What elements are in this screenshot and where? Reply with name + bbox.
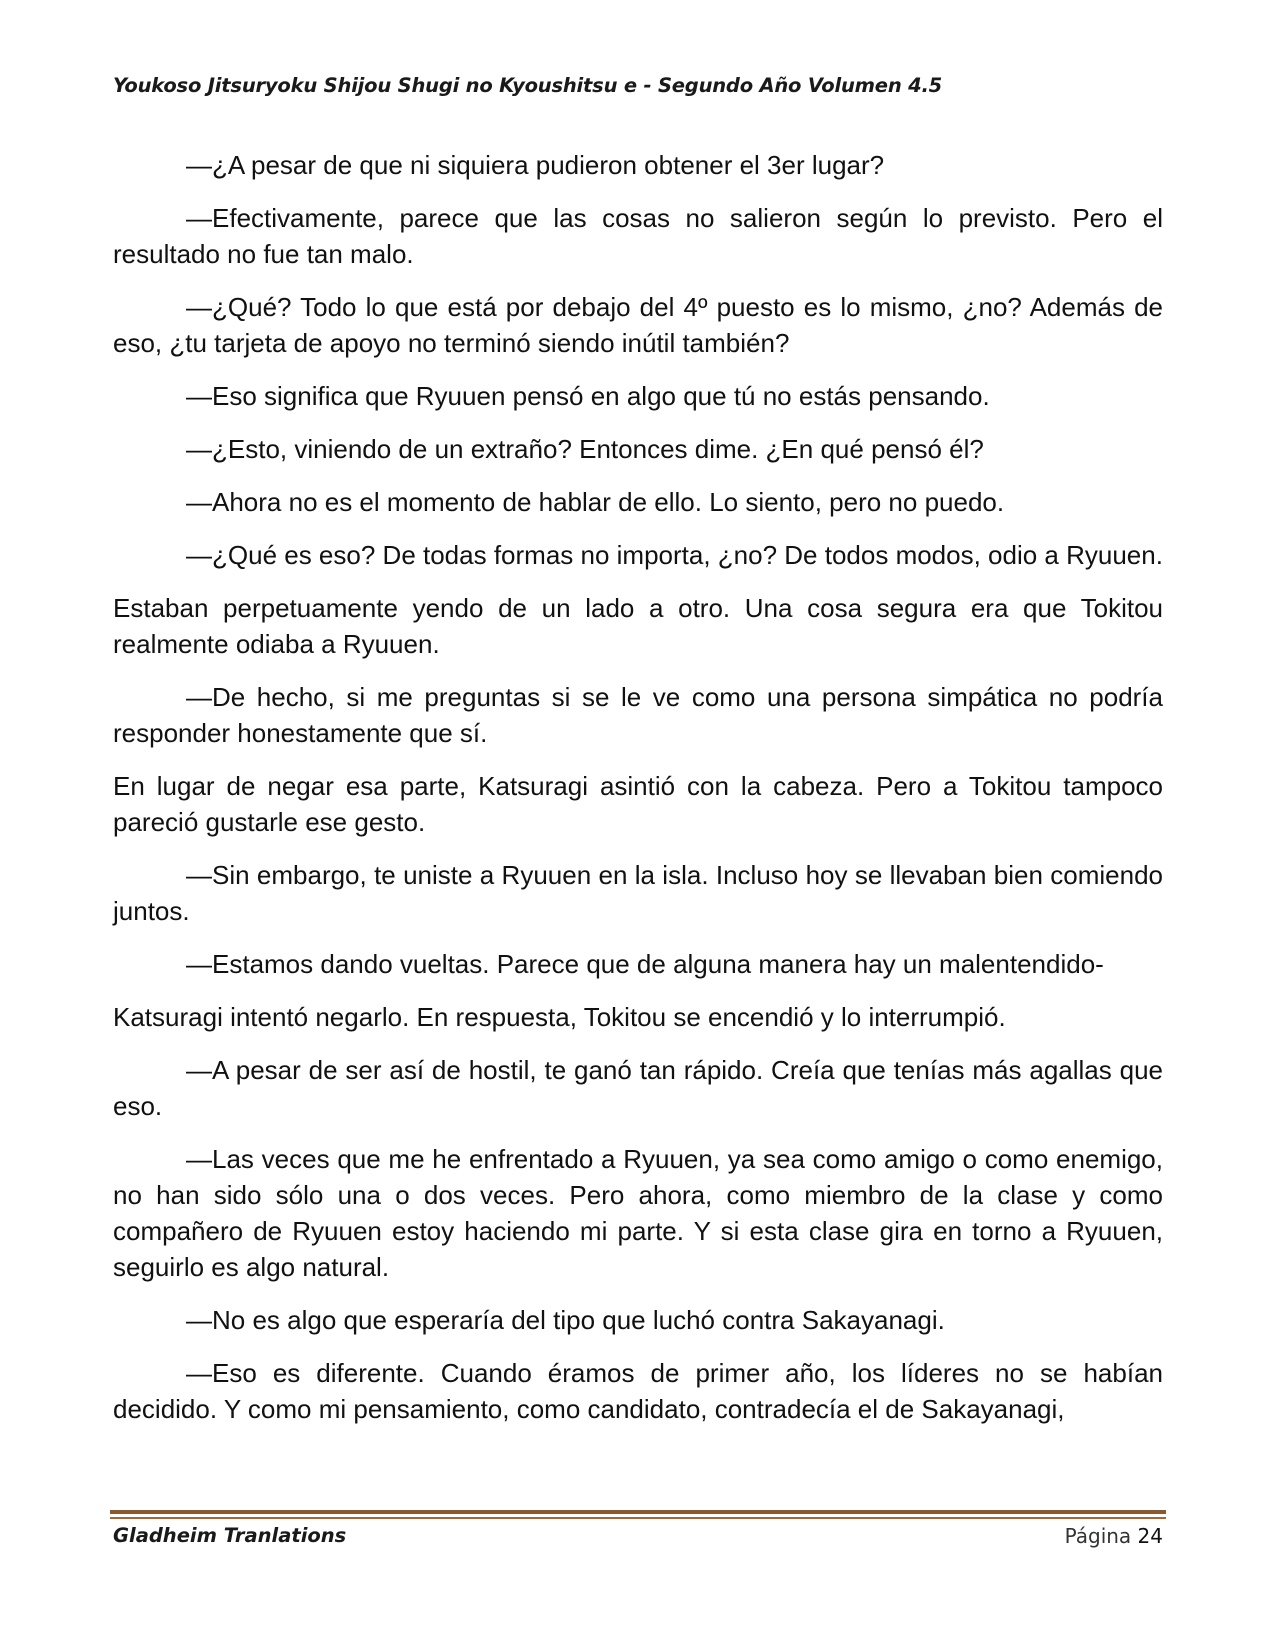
paragraph: —Eso es diferente. Cuando éramos de primer año, los líderes no se habían decidido. Y como mi pensamiento, como candidato, contradecía el de Sakayanagi,: [113, 1358, 1163, 1424]
narration-paragraph: Katsuragi intentó negarlo. En respuesta, Tokitou se encendió y lo interrumpió.: [113, 1002, 1006, 1032]
paragraph: —Las veces que me he enfrentado a Ryuuen, ya sea como amigo o como enemigo, no han sido sólo una o dos veces. Pero ahora, como miembro de la clase y como compañero de Ryuuen estoy haciendo mi parte. Y si esta clase gira en torno a Ryuuen, seguirlo es algo natural.: [113, 1144, 1163, 1282]
footer-divider-thick: [110, 1510, 1166, 1514]
paragraph: —Ahora no es el momento de hablar de ello. Lo siento, pero no puedo.: [186, 487, 1005, 517]
page-number: 24: [1137, 1524, 1163, 1548]
paragraph: —¿Esto, viniendo de un extraño? Entonces dime. ¿En qué pensó él?: [186, 434, 984, 464]
paragraph: —Eso significa que Ryuuen pensó en algo que tú no estás pensando.: [186, 381, 990, 411]
paragraph: —A pesar de ser así de hostil, te ganó tan rápido. Creía que tenías más agallas que eso.: [113, 1055, 1163, 1121]
narration-paragraph: Estaban perpetuamente yendo de un lado a otro. Una cosa segura era que Tokitou realmente odiaba a Ryuuen.: [113, 593, 1163, 659]
narration-paragraph: En lugar de negar esa parte, Katsuragi asintió con la cabeza. Pero a Tokitou tampoco pareció gustarle ese gesto.: [113, 771, 1163, 837]
running-header: Youkoso Jitsuryoku Shijou Shugi no Kyoushitsu e - Segundo Año Volumen 4.5: [113, 74, 943, 97]
paragraph: —De hecho, si me preguntas si se le ve como una persona simpática no podría responder honestamente que sí.: [113, 682, 1163, 748]
page-label: Página: [1064, 1524, 1132, 1548]
paragraph: —¿Qué? Todo lo que está por debajo del 4º puesto es lo mismo, ¿no? Además de eso, ¿tu tarjeta de apoyo no terminó siendo inútil también?: [113, 292, 1163, 358]
paragraph: —¿Qué es eso? De todas formas no importa, ¿no? De todos modos, odio a Ryuuen.: [186, 540, 1163, 570]
body-text: [113, 147, 1163, 1444]
paragraph: —Sin embargo, te uniste a Ryuuen en la isla. Incluso hoy se llevaban bien comiendo juntos.: [113, 860, 1163, 926]
translator-credit: Gladheim Tranlations: [113, 1524, 347, 1547]
footer-divider-thin: [110, 1517, 1166, 1519]
paragraph: —Estamos dando vueltas. Parece que de alguna manera hay un malentendido-: [186, 949, 1104, 979]
paragraph: —Efectivamente, parece que las cosas no salieron según lo previsto. Pero el resultado no fue tan malo.: [113, 203, 1163, 269]
paragraph: —¿A pesar de que ni siquiera pudieron obtener el 3er lugar?: [186, 150, 885, 180]
paragraph: —No es algo que esperaría del tipo que luchó contra Sakayanagi.: [186, 1305, 945, 1335]
page-number-block: [1065, 1524, 1163, 1548]
